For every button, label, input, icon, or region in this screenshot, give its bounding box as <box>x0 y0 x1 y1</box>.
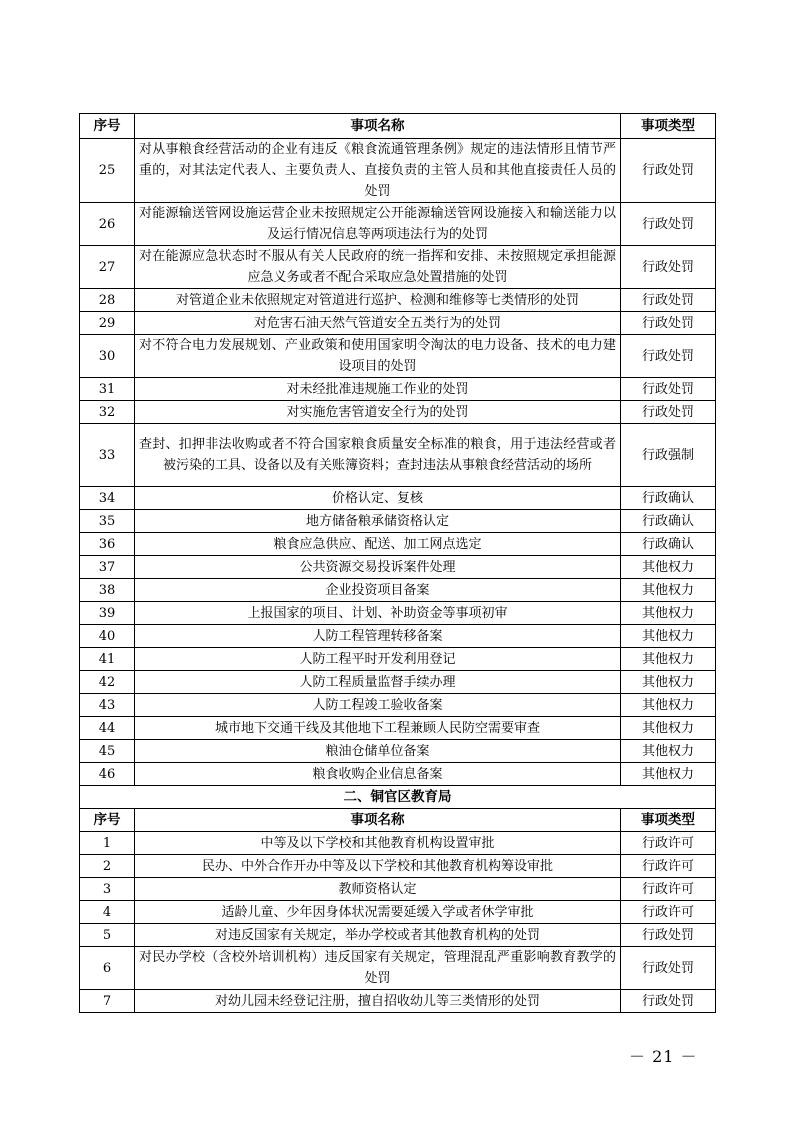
row-number: 44 <box>80 717 135 740</box>
row-matter-type: 行政处罚 <box>621 947 716 990</box>
table-row <box>80 947 716 990</box>
row-matter-name: 对违反国家有关规定，举办学校或者其他教育机构的处罚 <box>135 924 621 947</box>
row-number: 5 <box>80 924 135 947</box>
row-number: 7 <box>80 990 135 1013</box>
row-number: 2 <box>80 855 135 878</box>
row-matter-name: 人防工程竣工验收备案 <box>135 694 621 717</box>
table-row <box>80 990 716 1013</box>
row-matter-name: 价格认定、复核 <box>135 487 621 510</box>
table-row <box>80 579 716 602</box>
row-number: 33 <box>80 424 135 487</box>
table-row <box>80 401 716 424</box>
row-matter-type: 行政处罚 <box>621 378 716 401</box>
row-matter-name: 城市地下交通干线及其他地下工程兼顾人民防空需要审查 <box>135 717 621 740</box>
row-matter-type: 行政确认 <box>621 487 716 510</box>
table-row <box>80 878 716 901</box>
row-matter-type: 行政强制 <box>621 424 716 487</box>
row-number: 1 <box>80 832 135 855</box>
header-no: 序号 <box>80 114 135 139</box>
section-title-row <box>80 786 716 809</box>
table-row <box>80 901 716 924</box>
table-row <box>80 424 716 487</box>
row-matter-type: 其他权力 <box>621 556 716 579</box>
row-matter-type: 其他权力 <box>621 694 716 717</box>
row-number: 4 <box>80 901 135 924</box>
row-matter-type: 行政确认 <box>621 510 716 533</box>
section-title: 二、铜官区教育局 <box>80 786 716 809</box>
row-matter-name: 对民办学校（含校外培训机构）违反国家有关规定，管理混乱严重影响教育教学的处罚 <box>135 947 621 990</box>
row-matter-name: 公共资源交易投诉案件处理 <box>135 556 621 579</box>
table-row <box>80 671 716 694</box>
row-number: 26 <box>80 203 135 246</box>
row-matter-name: 对从事粮食经营活动的企业有违反《粮食流通管理条例》规定的违法情形且情节严重的，对其法定代表人、主要负责人、直接负责的主管人员和其他直接责任人员的处罚 <box>135 139 621 203</box>
row-matter-name: 企业投资项目备案 <box>135 579 621 602</box>
header-name: 事项名称 <box>135 809 621 832</box>
row-number: 41 <box>80 648 135 671</box>
row-matter-name: 人防工程质量监督手续办理 <box>135 671 621 694</box>
row-matter-type: 其他权力 <box>621 671 716 694</box>
table-row <box>80 139 716 203</box>
row-matter-name: 对在能源应急状态时不服从有关人民政府的统一指挥和安排、未按照规定承担能源应急义务或者不配合采取应急处置措施的处罚 <box>135 246 621 289</box>
row-number: 3 <box>80 878 135 901</box>
table-row <box>80 625 716 648</box>
row-number: 42 <box>80 671 135 694</box>
row-matter-name: 粮食应急供应、配送、加工网点选定 <box>135 533 621 556</box>
row-number: 31 <box>80 378 135 401</box>
table-row <box>80 648 716 671</box>
row-number: 46 <box>80 763 135 786</box>
row-matter-name: 人防工程管理转移备案 <box>135 625 621 648</box>
row-matter-name: 粮油仓储单位备案 <box>135 740 621 763</box>
row-matter-type: 行政处罚 <box>621 335 716 378</box>
row-number: 36 <box>80 533 135 556</box>
table-row <box>80 694 716 717</box>
table-header-row <box>80 809 716 832</box>
table-row <box>80 312 716 335</box>
header-name: 事项名称 <box>135 114 621 139</box>
row-number: 45 <box>80 740 135 763</box>
page-number: － 21 － <box>629 1047 698 1066</box>
row-matter-type: 其他权力 <box>621 717 716 740</box>
row-number: 25 <box>80 139 135 203</box>
header-no: 序号 <box>80 809 135 832</box>
row-matter-name: 对不符合电力发展规划、产业政策和使用国家明令淘汰的电力设备、技术的电力建设项目的处罚 <box>135 335 621 378</box>
row-matter-type: 其他权力 <box>621 602 716 625</box>
row-matter-type: 行政许可 <box>621 855 716 878</box>
row-matter-type: 行政许可 <box>621 832 716 855</box>
table-row <box>80 487 716 510</box>
row-matter-name: 上报国家的项目、计划、补助资金等事项初审 <box>135 602 621 625</box>
row-number: 40 <box>80 625 135 648</box>
row-matter-name: 对幼儿园未经登记注册，擅自招收幼儿等三类情形的处罚 <box>135 990 621 1013</box>
table-row <box>80 246 716 289</box>
row-number: 43 <box>80 694 135 717</box>
row-number: 32 <box>80 401 135 424</box>
table-row <box>80 378 716 401</box>
row-matter-name: 对能源输送管网设施运营企业未按照规定公开能源输送管网设施接入和输送能力以及运行情况信息等两项违法行为的处罚 <box>135 203 621 246</box>
row-matter-name: 查封、扣押非法收购或者不符合国家粮食质量安全标准的粮食，用于违法经营或者被污染的工具、设备以及有关账簿资料；查封违法从事粮食经营活动的场所 <box>135 424 621 487</box>
row-matter-name: 对管道企业未依照规定对管道进行巡护、检测和维修等七类情形的处罚 <box>135 289 621 312</box>
table-row <box>80 855 716 878</box>
row-number: 39 <box>80 602 135 625</box>
row-matter-name: 人防工程平时开发利用登记 <box>135 648 621 671</box>
row-number: 6 <box>80 947 135 990</box>
table-row <box>80 203 716 246</box>
table-row <box>80 924 716 947</box>
table-row <box>80 510 716 533</box>
table-row <box>80 763 716 786</box>
row-matter-type: 行政处罚 <box>621 312 716 335</box>
row-matter-name: 对未经批准违规施工作业的处罚 <box>135 378 621 401</box>
row-matter-type: 行政处罚 <box>621 203 716 246</box>
row-matter-name: 粮食收购企业信息备案 <box>135 763 621 786</box>
row-matter-type: 行政处罚 <box>621 139 716 203</box>
row-matter-name: 适龄儿童、少年因身体状况需要延缓入学或者休学审批 <box>135 901 621 924</box>
table-row <box>80 335 716 378</box>
header-type: 事项类型 <box>621 809 716 832</box>
table-row <box>80 832 716 855</box>
row-matter-name: 对实施危害管道安全行为的处罚 <box>135 401 621 424</box>
row-matter-type: 行政处罚 <box>621 924 716 947</box>
row-number: 30 <box>80 335 135 378</box>
row-matter-name: 教师资格认定 <box>135 878 621 901</box>
table-row <box>80 556 716 579</box>
row-number: 35 <box>80 510 135 533</box>
row-matter-type: 行政处罚 <box>621 401 716 424</box>
row-matter-type: 行政处罚 <box>621 246 716 289</box>
row-matter-type: 行政许可 <box>621 901 716 924</box>
row-matter-name: 民办、中外合作开办中等及以下学校和其他教育机构筹设审批 <box>135 855 621 878</box>
row-number: 27 <box>80 246 135 289</box>
row-matter-type: 行政许可 <box>621 878 716 901</box>
table-header-row <box>80 114 716 139</box>
row-number: 29 <box>80 312 135 335</box>
row-matter-type: 其他权力 <box>621 625 716 648</box>
row-number: 38 <box>80 579 135 602</box>
table-row <box>80 533 716 556</box>
row-matter-name: 对危害石油天然气管道安全五类行为的处罚 <box>135 312 621 335</box>
table-row <box>80 717 716 740</box>
row-matter-type: 行政确认 <box>621 533 716 556</box>
table-row <box>80 602 716 625</box>
row-number: 28 <box>80 289 135 312</box>
row-matter-type: 其他权力 <box>621 763 716 786</box>
row-matter-type: 行政处罚 <box>621 990 716 1013</box>
row-matter-name: 中等及以下学校和其他教育机构设置审批 <box>135 832 621 855</box>
table-row <box>80 289 716 312</box>
table-row <box>80 740 716 763</box>
row-number: 34 <box>80 487 135 510</box>
row-matter-type: 行政处罚 <box>621 289 716 312</box>
row-matter-name: 地方储备粮承储资格认定 <box>135 510 621 533</box>
row-matter-type: 其他权力 <box>621 648 716 671</box>
row-matter-type: 其他权力 <box>621 579 716 602</box>
matters-table <box>79 113 716 1013</box>
header-type: 事项类型 <box>621 114 716 139</box>
row-number: 37 <box>80 556 135 579</box>
row-matter-type: 其他权力 <box>621 740 716 763</box>
